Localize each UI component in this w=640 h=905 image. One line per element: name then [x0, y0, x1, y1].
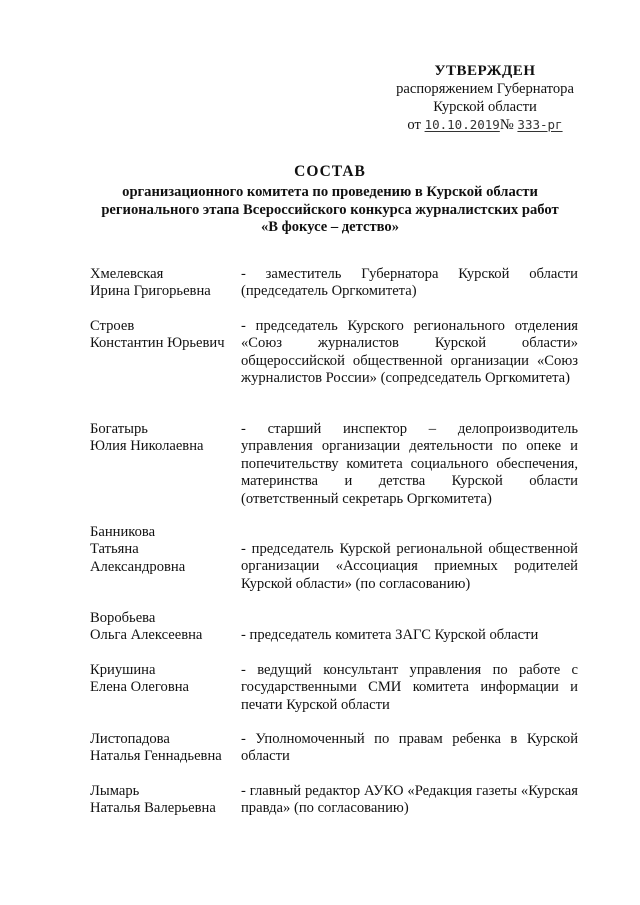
member-position: - старший инспектор – делопроизводитель управления организации деятельности по опеке и попечительству комитета социального обеспечения, материнства и детства Курской области (ответственный секретарь Оргкомитета): [241, 421, 578, 507]
number-prefix: №: [499, 117, 514, 133]
member-position: - председатель комитета ЗАГС Курской области: [241, 627, 539, 643]
member-name: [90, 421, 240, 456]
member-surname: Листопадова: [90, 731, 170, 747]
approval-block: [380, 62, 590, 134]
member-position: - главный редактор АУКО «Редакция газеты «Курская правда» (по согласованию): [241, 783, 578, 817]
heading-line-1: организационного комитета по проведению в Курской области: [122, 184, 538, 200]
approval-line-2: Курской области: [433, 99, 537, 115]
member-surname: Лымарь: [90, 783, 140, 799]
member-given-name: Юлия Николаевна: [90, 438, 204, 455]
member-surname: Богатырь: [90, 421, 148, 437]
date-prefix: от: [407, 117, 421, 133]
member-surname: Банникова: [90, 524, 156, 540]
member-position: - председатель Курского регионального отделения «Союз журналистов Курской области» общероссийской общественной организации «Союз журналистов России» (сопредседатель Оргкомитета): [241, 318, 578, 387]
member-position: - председатель Курской региональной общественной организации «Ассоциация приемных родителей Курской области» (по согласованию): [241, 541, 578, 592]
heading-line-2: регионального этапа Всероссийского конкурса журналистских работ: [101, 201, 559, 218]
member-position: - Уполномоченный по правам ребенка в Курской области: [241, 731, 578, 765]
heading-line-3: «В фокусе – детство»: [260, 219, 400, 235]
document-heading: [60, 162, 600, 237]
member-name: [90, 524, 240, 576]
member-given-name: Наталья Геннадьевна: [90, 748, 222, 765]
approval-title: УТВЕРЖДЕН: [434, 63, 536, 79]
member-given-name: Ирина Григорьевна: [90, 283, 211, 300]
member-surname: Хмелевская: [90, 266, 164, 282]
member-name: [90, 610, 240, 645]
member-position: - заместитель Губернатора Курской области (председатель Оргкомитета): [241, 266, 578, 300]
member-given-name-2: Александровна: [90, 558, 186, 575]
member-name: [90, 662, 240, 697]
member-given-name: Татьяна: [90, 541, 139, 558]
approval-date-line: [380, 116, 590, 134]
member-position: - ведущий консультант управления по работе с государственными СМИ комитета информации и печати Курской области: [241, 662, 578, 713]
approval-number: 333-рг: [517, 117, 563, 132]
member-name: [90, 266, 240, 301]
document-title: СОСТАВ: [294, 163, 366, 180]
member-given-name: Елена Олеговна: [90, 679, 190, 696]
member-surname: Криушина: [90, 662, 156, 678]
member-given-name: Наталья Валерьевна: [90, 800, 216, 817]
member-name: [90, 783, 240, 818]
member-surname: Строев: [90, 318, 135, 334]
member-given-name: Константин Юрьевич: [90, 335, 225, 352]
member-name: [90, 731, 240, 766]
approval-line-1: распоряжением Губернатора: [396, 81, 574, 97]
member-name: [90, 318, 240, 353]
member-given-name: Ольга Алексеевна: [90, 627, 203, 644]
approval-date: 10.10.2019: [424, 117, 500, 132]
member-surname: Воробьева: [90, 610, 156, 626]
